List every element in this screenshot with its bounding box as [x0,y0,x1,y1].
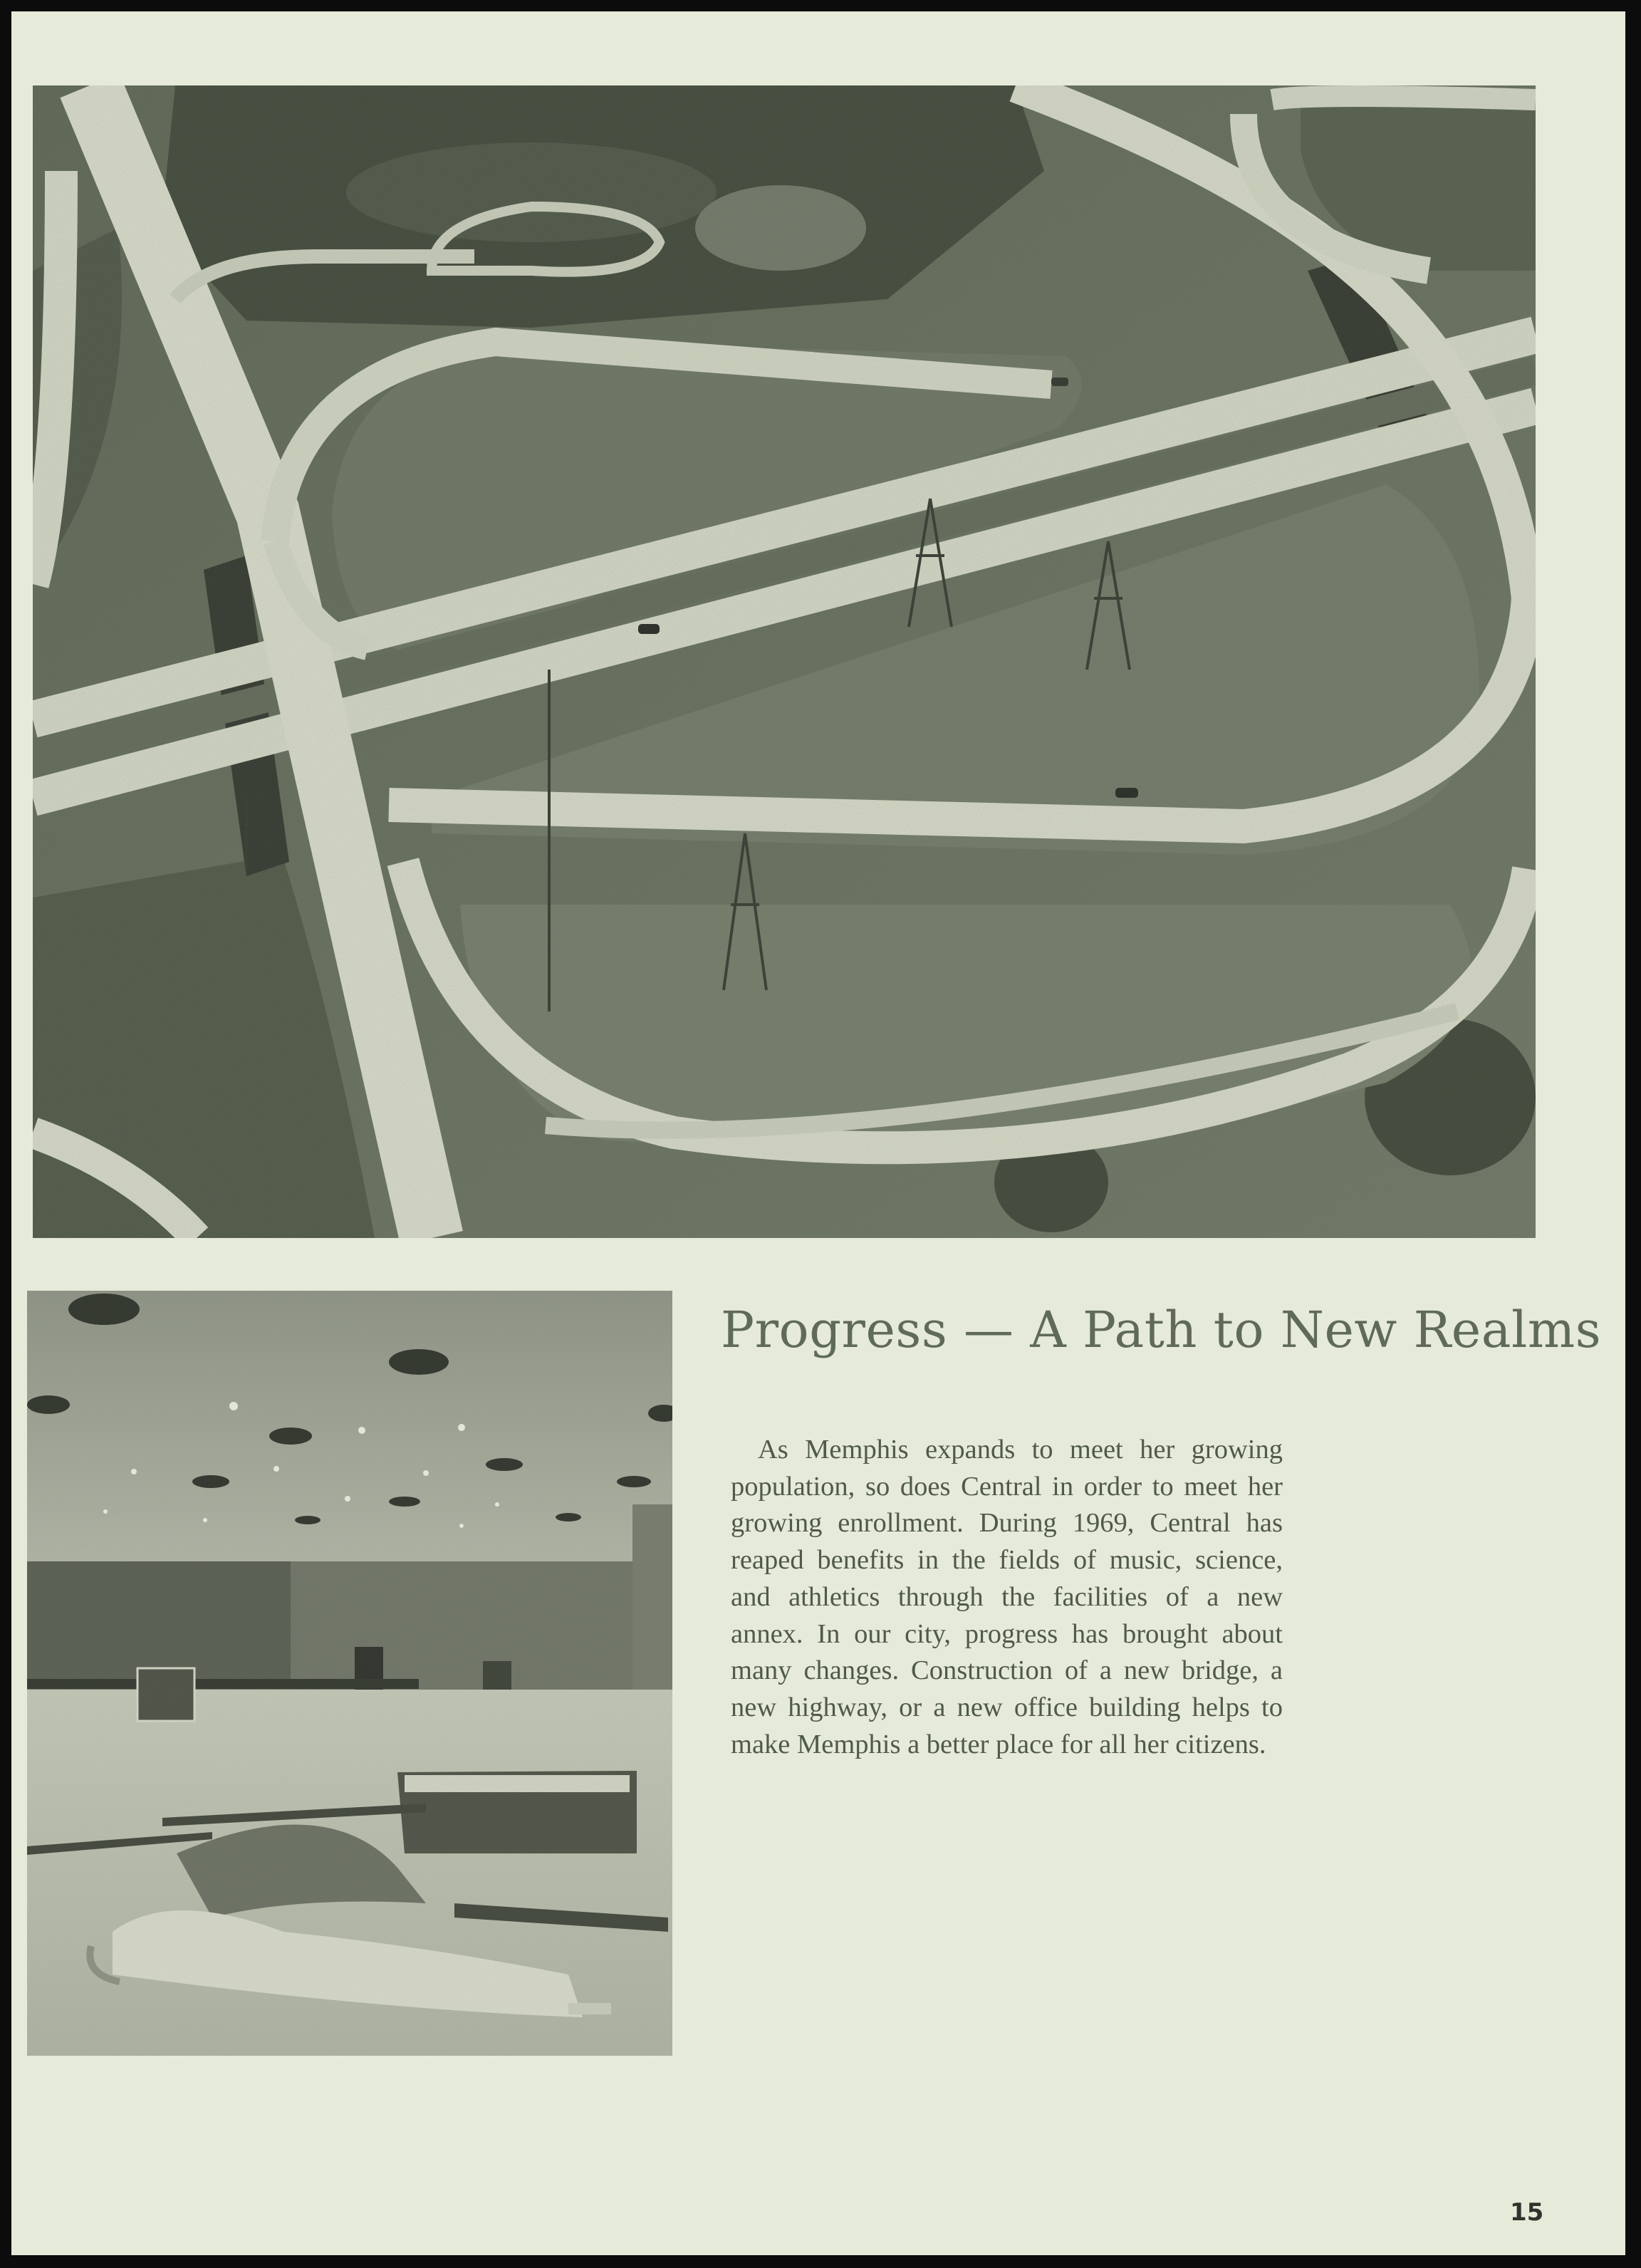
body-paragraph: As Memphis expands to meet her growing population, so does Central in order to meet her growing enrollment. During 1969, Central has reaped benefits in the fields of music, science, and athletics through the facilities of a new annex. In our city, progress has brought about many changes. Construction of a new bridge, a new highway, or a new office building helps to make Memphis a better place for all her citizens. [731,1435,1283,1759]
aerial-photo-drawing [33,85,1536,1238]
page-number: 15 [1510,2198,1544,2227]
interior-photo-drawing [27,1291,672,2056]
page-headline: Progress — A Path to New Realms [721,1301,1602,1359]
yearbook-page [11,11,1625,2255]
aerial-highway-interchange-photo [33,85,1536,1238]
unfinished-annex-interior-photo [27,1291,672,2056]
